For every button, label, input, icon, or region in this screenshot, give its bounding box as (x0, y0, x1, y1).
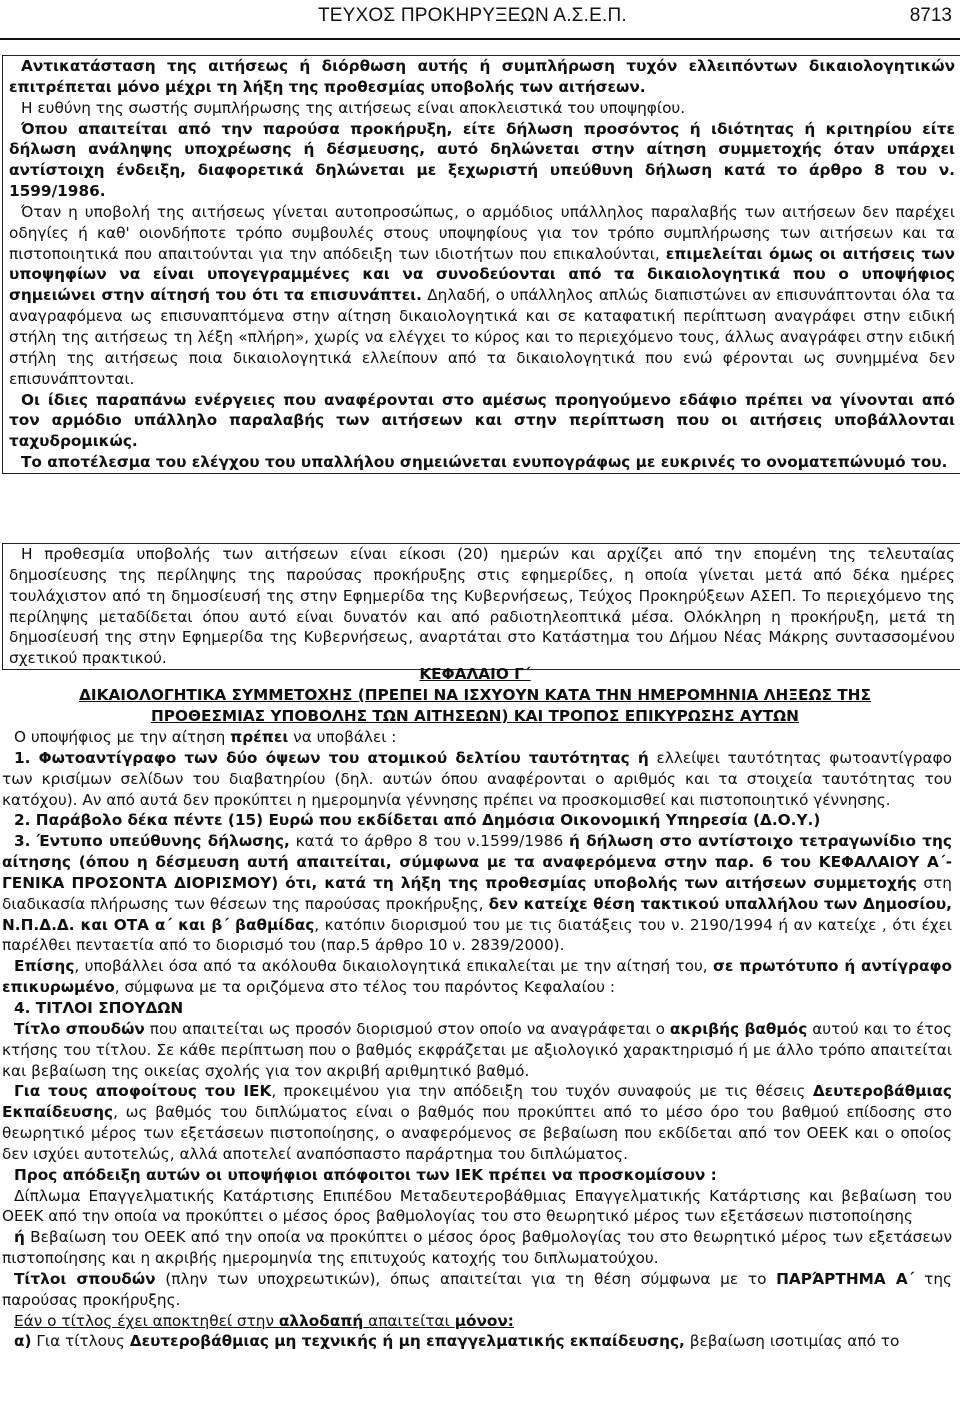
item-3-text-d: στη διαδικασία πλήρωσης των θέσεων της παρούσας προκήρυξης, (2, 873, 952, 913)
also-tail: , σύμφωνα με τα οριζόμενα στο τέλος του παρόντος Κεφαλαίου : (114, 978, 616, 997)
chapter-heading (0, 664, 950, 727)
intro-must: πρέπει (230, 728, 289, 746)
titles-paragraph (2, 1269, 952, 1311)
alternative-text: Βεβαίωση του ΟΕΕΚ από την οποία να προκύπτει ο μέσος όρος βαθμολογίας του στο θεωρητικό μέρος των εξετάσεων πιστοποίησης και η ακριβής ημερομηνία της επιτυχούς κατοχής του διπλωματούχου. (2, 1228, 952, 1268)
iek-paragraph (2, 1081, 952, 1164)
deadline-box (2, 543, 960, 670)
documents-list (2, 727, 952, 1352)
titles-annex: ΠΑΡΆΡΤΗΜΑ Α΄ (776, 1269, 915, 1288)
postal-paragraph: Οι ίδιες παραπάνω ενέργειες που αναφέρονται στο αμέσως προηγούμενο εδάφιο πρέπει να γίνονται από τον αρμόδιο υπάλληλο παραλαβής των αιτήσεων και στην περίπτωση που οι αιτήσεις υποβάλλονται ταχυδρομικώς. (9, 390, 955, 451)
foreign-text: Εάν ο τίτλος έχει αποκτηθεί στην (14, 1311, 279, 1330)
iek-tail: , ως βαθμός του διπλώματος είναι ο βαθμός που προκύπτει από το μέσο όρο του βαθμού επίδοσης στο θεωρητικό μέρος των εξετάσεων πιστοποίησης, ο αναφερόμενος σε βεβαίωση που εκδίδεται από τον ΟΕΕΚ και ο οποίος δεν ισχύει αυτοτελώς, αλλά αποτελεί αναπόσπαστο παράρτημα του διπλώματος. (2, 1103, 952, 1163)
iek-bold: Για τους αποφοίτους του ΙΕΚ (14, 1082, 272, 1101)
item-3-bold-e: δεν κατείχε θέση τακτικού υπαλλήλου των Δημοσίου, Ν.Π.Δ.Δ. και ΟΤΑ α΄ και β΄ βαθμίδας (2, 894, 952, 934)
titles-text: (πλην των υποχρεωτικών), όπως απαιτείται για τη θέση σύμφωνα με το (155, 1269, 777, 1288)
submission-rules-box (2, 55, 960, 474)
header-rule (0, 38, 960, 40)
replacement-paragraph: Αντικατάσταση της αιτήσεως ή διόρθωση αυτής ή συμπλήρωση τυχόν ελλειπόντων δικαιολογητικών επιτρέπεται μόνο μέχρι τη λήξη της προθεσμίας υποβολής των αιτήσεων. (9, 57, 955, 96)
item-2-fee: 2. Παράβολο δέκα πέντε (15) Ευρώ που εκδίδεται από Δημόσια Οικονομική Υπηρεσία (Δ.Ο.Υ.) (14, 811, 821, 830)
item-4-titles: 4. ΤΙΤΛΟΙ ΣΠΟΥΔΩΝ (14, 998, 184, 1017)
iek-text: , προκειμένου για την απόδειξη του τυχόν συναφούς με τις θέσεις (271, 1082, 813, 1101)
result-paragraph: Το αποτέλεσμα του ελέγχου του υπαλλήλου σημειώνεται ενυπογράφως με ευκρινές το ονοματεπώνυμό του. (21, 453, 948, 472)
item-a-line (2, 1331, 952, 1352)
also-text: , υποβάλλει όσα από τα ακόλουθα δικαιολογητικά επικαλείται με την αίτησή του, (74, 957, 713, 976)
also-bold: Επίσης (14, 957, 75, 976)
item-3-text-f: , κατόπιν διορισμού του με τις διατάξεις του ν. 2190/1994 ή αν κατείχε , ότι έχει παρέλθει πενταετία από το διορισμό του (παρ.5 άρθρο 10 ν. 2839/2000). (2, 915, 952, 955)
foreign-required: απαιτείται (363, 1311, 455, 1330)
in-person-text-a: Όταν η υποβολή της αιτήσεως γίνεται αυτοπροσώπως, ο αρμόδιος υπάλληλος παραλαβής των αιτήσεων δεν παρέχει οδηγίες ή καθ' οιονδήποτε τρόπο συμβουλές στους υποψηφίους για τον τρόπο συμπλήρωσης των αιτήσεων και τα πιστοποιητικά που απαιτούνται για την απόδειξη των ιδιοτήτων που επικαλούνται, (9, 202, 955, 263)
degree-text: που απαιτείται ως προσόν διορισμού στον οποίο να αναγράφεται ο (144, 1019, 670, 1038)
also-paragraph (2, 956, 952, 998)
titles-tail: της παρούσας προκήρυξης. (2, 1269, 953, 1309)
gazette-title: ΤΕΥΧΟΣ ΠΡΟΚΗΡΥΞΕΩΝ Α.Σ.Ε.Π. (318, 5, 627, 26)
iek-proof-line: Προς απόδειξη αυτών οι υποψήφιοι απόφοιτοι των ΙΕΚ πρέπει να προσκομίσουν : (14, 1165, 717, 1184)
intro-text: Ο υποψήφιος με την αίτηση (14, 728, 231, 746)
item-a-tail: βεβαίωση ισοτιμίας από το (684, 1332, 900, 1351)
deadline-paragraph: Η προθεσμία υποβολής των αιτήσεων είναι είκοσι (20) ημερών και αρχίζει από την επομένη της τελευταίας δημοσίευσης της περίληψης της παρούσας προκήρυξης στις εφημερίδες, η οποία γίνεται μετά από δέκα ημέρες τουλάχιστον από τη δημοσίευσή της στην Εφημερίδα της Κυβερνήσεως, Τεύχος Προκηρύξεων ΑΣΕΠ. Το περιεχόμενο της περίληψης μεταδίδεται όπου αυτό είναι δυνατόν και από ραδιοτηλεοπτικά μέσα. Ολόκληρη η προκήρυξη, μετά τη δημοσίευσή της στην Εφημερίδα της Κυβερνήσεως, αναρτάται στο Κατάστημα του Δήμου Νέας Μάκρης συντασσομένου σχετικού πρακτικού. (9, 545, 955, 668)
item-a-text: Για τίτλους (31, 1332, 130, 1351)
in-person-paragraph (9, 202, 955, 390)
chapter-title: ΚΕΦΑΛΑΙΟ Γ΄ (419, 665, 531, 683)
item-a-label: α) (14, 1332, 32, 1351)
degree-grade: ακριβής βαθμός (669, 1019, 808, 1038)
chapter-subtitle-line-1: ΔΙΚΑΙΟΛΟΓΗΤΙΚΑ ΣΥΜΜΕΤΟΧΗΣ (ΠΡΕΠΕΙ ΝΑ ΙΣΧΥΟΥΝ ΚΑΤΑ ΤΗΝ ΗΜΕΡΟΜΗΝΙΑ ΛΗΞΕΩΣ ΤΗΣ (79, 685, 871, 704)
degree-bold: Τίτλο σπουδών (14, 1019, 145, 1038)
item-1-text: ελλείψει ταυτότητας φωτοαντίγραφο των κρισίμων σελίδων του διαβατηρίου (δηλ. αυτών όπου αναφέρονται ο αριθμός και τα στοιχεία ταυτότητας του κατόχου). Αν από αυτά δεν προκύπτει η ημερομηνία γέννησης πρέπει να προσκομισθεί και πιστοποιητικό γέννησης. (2, 748, 953, 809)
titles-bold: Τίτλοι σπουδών (14, 1269, 156, 1288)
degree-tail: αυτού και το έτος κτήσης του τίτλου. Σε κάθε περίπτωση που ο βαθμός εκφράζεται με αξιολογικό χαρακτηρισμό ή με άλλο τρόπο απαιτείται και βεβαίωση της οικείας σχολής για τον ακριβή αριθμητικό βαθμό. (2, 1019, 952, 1080)
diploma-paragraph: Δίπλωμα Επαγγελματικής Κατάρτισης Επιπέδου Μεταδευτεροβάθμιας Επαγγελματικής Κατάρτισης και βεβαίωση του ΟΕΕΚ από την οποία να προκύπτει ο μέσος όρος βαθμολογίας του στο θεωρητικό μέρος των εξετάσεων πιστοποίησης (2, 1186, 952, 1226)
item-3-bold-a: 3. Έντυπο υπεύθυνης δήλωσης, (14, 832, 290, 851)
foreign-abroad: αλλοδαπή (278, 1311, 364, 1330)
responsibility-paragraph: Η ευθύνη της σωστής συμπλήρωσης της αιτήσεως είναι αποκλειστικά του υποψηφίου. (21, 98, 686, 117)
page-number: 8713 (909, 5, 952, 26)
item-1-bold: 1. Φωτοαντίγραφο των δύο όψεων του ατομικού δελτίου ταυτότητας ή (14, 748, 649, 767)
chapter-subtitle-line-2: ΠΡΟΘΕΣΜΙΑΣ ΥΠΟΒΟΛΗΣ ΤΩΝ ΑΙΤΗΣΕΩΝ) ΚΑΙ ΤΡΟΠΟΣ ΕΠΙΚΥΡΩΣΗΣ ΑΥΤΩΝ (151, 706, 799, 725)
item-a-bold: Δευτεροβάθμιας μη τεχνικής ή μη επαγγελματικής εκπαίδευσης, (129, 1332, 685, 1351)
item-3-declaration (2, 831, 952, 956)
item-3-text-b: κατά το άρθρο 8 του ν.1599/1986 (289, 832, 570, 851)
in-person-text-c: Δηλαδή, ο υπάλληλος απλώς διαπιστώνει αν επισυνάπτονται όλα τα αναγραφόμενα ως επισυναπτόμενα στην αίτηση δικαιολογητικά και σε καταφατική περίπτωση αναγράφει στην ειδική στήλη της αιτήσεως τη λέξη «πλήρη», χωρίς να ελέγχει το κύρος και το περιεχόμενο τους, άλλως αναγράφει στην ειδική στήλη της αιτήσεως ποια δικαιολογητικά ελλείπουν από τα δικαιολογητικά που ενώ φέρονται ως συνημμένα δεν επισυνάπτονται. (9, 286, 955, 388)
intro-tail: να υποβάλει : (288, 728, 397, 746)
alternative-or: ή (14, 1228, 25, 1247)
foreign-only: μόνον: (454, 1311, 514, 1330)
also-bold-2: σε πρωτότυπο ή αντίγραφο επικυρωμένο (2, 957, 952, 997)
degree-paragraph (2, 1019, 952, 1082)
alternative-paragraph (2, 1227, 952, 1269)
intro-line (2, 727, 952, 748)
item-3-bold-c: ή δήλωση στο αντίστοιχο τετραγωνίδιο της αίτησης (όπου η δέσμευση αυτή απαιτείται, σύμφωνα με τα αναφερόμενα στην παρ. 6 του ΚΕΦΑΛΑΙΟΥ Α΄-ΓΕΝΙΚΑ ΠΡΟΣΟΝΤΑ ΔΙΟΡΙΣΜΟΥ) ότι, κατά τη λήξη της προθεσμίας υποβολής των αιτήσεων συμμετοχής (2, 832, 952, 892)
page-header (0, 0, 960, 40)
iek-secondary: Δευτεροβάθμιας Εκπαίδευσης (2, 1082, 952, 1122)
item-1-id-card (2, 748, 952, 811)
foreign-line (2, 1311, 952, 1332)
declaration-paragraph: Όπου απαιτείται από την παρούσα προκήρυξη, είτε δήλωση προσόντος ή ιδιότητας ή κριτηρίου είτε δήλωση ανάληψης υποχρέωσης ή δέσμευσης, αυτό δηλώνεται στην αίτηση συμμετοχής όταν υπάρχει αντίστοιχη ένδειξη, διαφορετικά δηλώνεται με ξεχωριστή υπεύθυνη δήλωση κατά το άρθρο 8 του ν. 1599/1986. (9, 119, 955, 201)
in-person-text-bold: επιμελείται όμως οι αιτήσεις των υποψηφίων να είναι υπογεγραμμένες και να συνοδεύονται από τα δικαιολογητικά που ο υποψήφιος σημειώνει στην αίτησή του ότι τα επισυνάπτει. (9, 244, 955, 305)
